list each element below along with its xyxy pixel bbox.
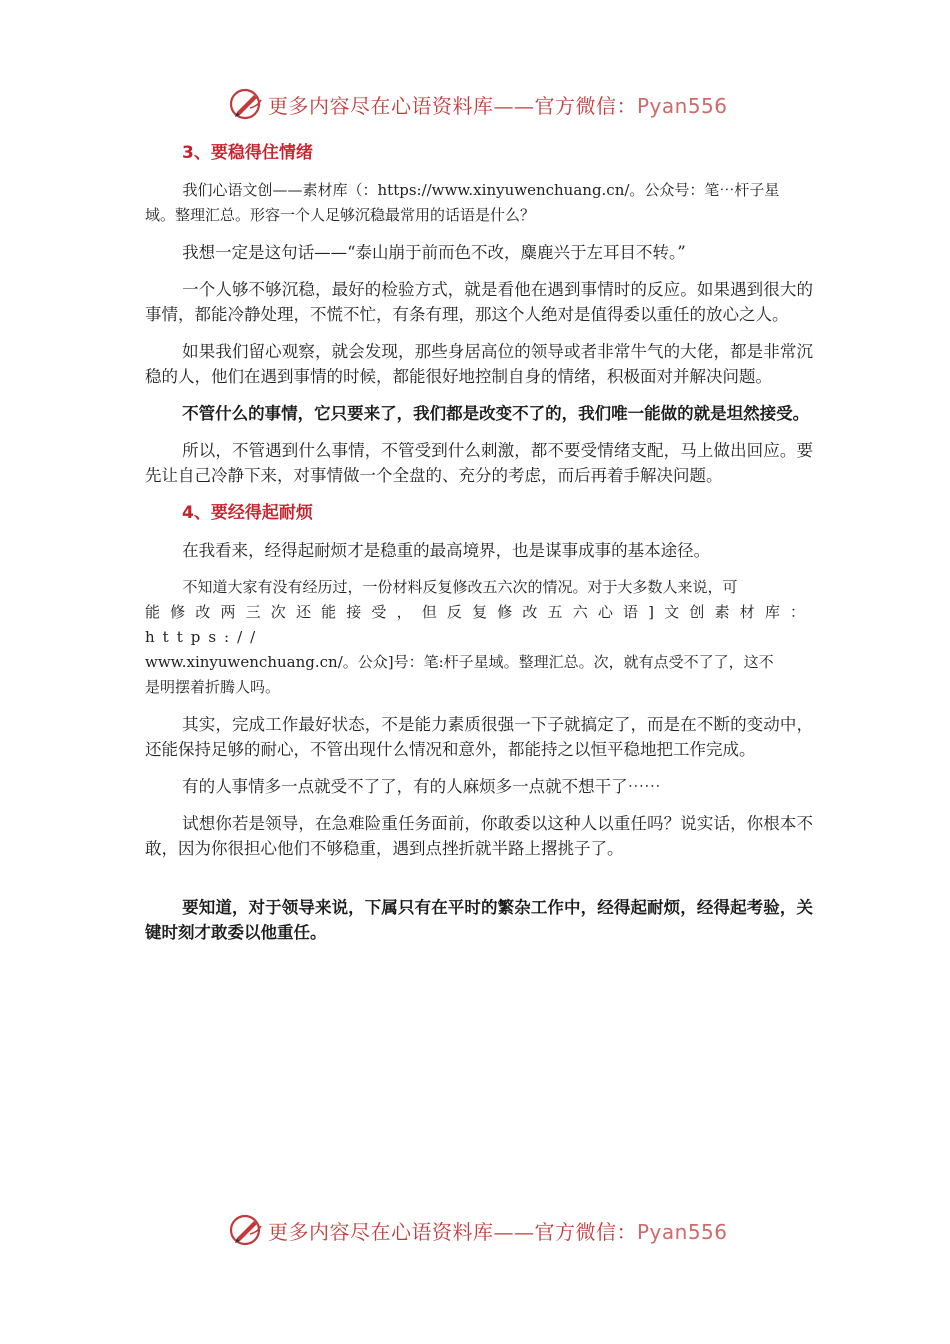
pen-logo-icon [228, 1212, 264, 1248]
footer-banner-text: 更多内容尽在心语资料库——官方微信：Pyan556 [268, 1220, 728, 1244]
section-3-paragraph-1: 我们心语文创——素材库（：https://www.xinyuwenchuang.cn/。公众号：笔⋯杆子星 域。整理汇总。形容一个人足够沉稳最常用的话语是什么？ [145, 181, 780, 224]
section-4-paragraph-3: 其实，完成工作最好状态，不是能力素质很强一下子就搞定了，而是在不断的变动中，还能保持足够的耐心，不管出现什么情况和意外，都能持之以恒平稳地把工作完成。 [145, 715, 813, 759]
header-banner-text: 更多内容尽在心语资料库——官方微信：Pyan556 [268, 94, 728, 118]
section-4-paragraph-5: 试想你若是领导，在急难险重任务面前，你敢委以这种人以重任吗？说实话，你根本不敢，因为你很担心他们不够稳重，遇到点挫折就半路上撂挑子了。 [145, 814, 813, 858]
section-3-bold-paragraph: 不管什么的事情，它只要来了，我们都是改变不了的，我们唯一能做的就是坦然接受。 [182, 404, 810, 423]
footer-banner [0, 1210, 950, 1250]
pen-logo-icon [228, 86, 264, 122]
section-4-paragraph-4: 有的人事情多一点就受不了了，有的人麻烦多一点就不想干了⋯⋯ [182, 777, 661, 796]
document-body [145, 140, 813, 957]
header-banner [0, 84, 950, 124]
section-4-paragraph-1: 在我看来，经得起耐烦才是稳重的最高境界，也是谋事成事的基本途径。 [182, 541, 711, 560]
section-4-bold-paragraph: 要知道，对于领导来说，下属只有在平时的繁杂工作中，经得起耐烦，经得起考验，关键时刻才敢委以他重任。 [145, 898, 813, 942]
section-3-heading: 3、要稳得住情绪 [182, 143, 313, 163]
section-3-paragraph-3: 一个人够不够沉稳，最好的检验方式，就是看他在遇到事情时的反应。如果遇到很大的事情，都能冷静处理，不慌不忙，有条有理，那这个人绝对是值得委以重任的放心之人。 [145, 280, 813, 324]
footer-wechat-id: Pyan556 [637, 1220, 728, 1244]
section-4-paragraph-2: 不知道大家有没有经历过，一份材料反复修改五六次的情况。对于大多数人来说，可 能修改两三次还能接受，但反复修改五六心语]文创素材库：https:// www.xinyuwenchuang.cn/。公众]号：笔:杆子星域。整理汇总。次，就有点受不了了，这不 是明摆着折腾人吗。 [145, 578, 813, 696]
section-3-paragraph-2: 我想一定是这句话——“泰山崩于前而色不改，麋鹿兴于左耳目不转。” [182, 243, 686, 262]
section-4-heading: 4、要经得起耐烦 [182, 503, 313, 523]
header-wechat-id: Pyan556 [637, 94, 728, 118]
section-3-paragraph-6: 所以，不管遇到什么事情，不管受到什么刺激，都不要受情绪支配，马上做出回应。要先让自己冷静下来，对事情做一个全盘的、充分的考虑，而后再着手解决问题。 [145, 441, 813, 485]
section-3-paragraph-4: 如果我们留心观察，就会发现，那些身居高位的领导或者非常牛气的大佬，都是非常沉稳的人，他们在遇到事情的时候，都能很好地控制自身的情绪，积极面对并解决问题。 [145, 342, 813, 386]
